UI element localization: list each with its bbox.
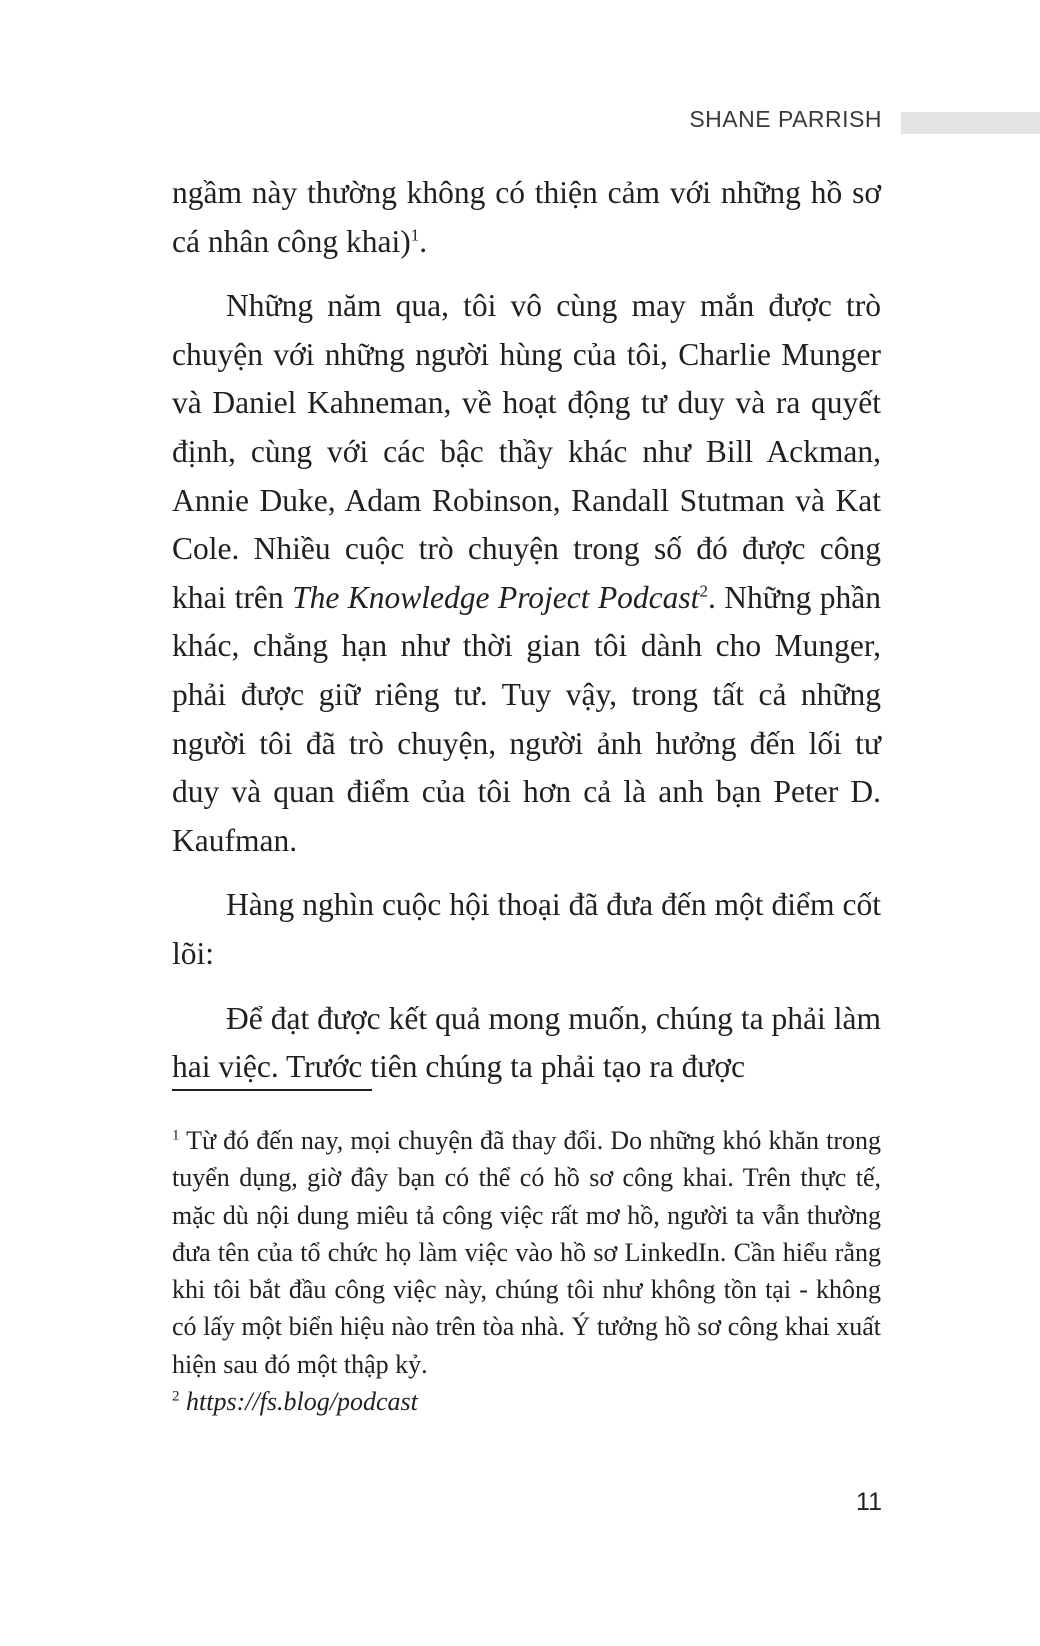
paragraph-continuation: ngầm này thường không có thiện cảm với những hồ sơ cá nhân công khai)$^1$. bbox=[172, 175, 881, 259]
page-number: 11 bbox=[856, 1488, 882, 1516]
body-text bbox=[172, 169, 881, 1108]
podcast-url: https://fs.blog/podcast bbox=[179, 1387, 418, 1417]
footnote-ref-2: 2 bbox=[699, 581, 708, 601]
footnote-divider bbox=[172, 1089, 372, 1091]
footnote-1: $^1$ Từ đó đến nay, mọi chuyện đã thay đổi. Do những khó khăn trong tuyển dụng, giờ đây bạn có thể có hồ sơ công khai. Trên thực tế, mặc dù nội dung miêu tả công việc rất mơ hồ, người ta vẫn thường đưa tên của tổ chức họ làm việc vào hồ sơ LinkedIn. Cần hiểu rằng khi tôi bắt đầu công việc này, chúng tôi như không tồn tại - không có lấy một biển hiệu nào trên tòa nhà. Ý tưởng hồ sơ công khai xuất hiện sau đó một thập kỷ. bbox=[172, 1126, 881, 1379]
footnote-2: $^2$ https://fs.blog/podcast bbox=[172, 1387, 418, 1417]
author-name: SHANE PARRISH bbox=[689, 106, 882, 132]
footnotes bbox=[172, 1122, 881, 1420]
paragraph-mentors: Những năm qua, tôi vô cùng may mắn được trò chuyện với những người hùng của tôi, Charlie Munger và Daniel Kahneman, về hoạt động tư duy và ra quyết định, cùng với các bậc thầy khác như Bill Ackman, Annie Duke, Adam Robinson, Randall Stutman và Kat Cole. Nhiều cuộc trò chuyện trong số đó được công khai trên The Knowledge Project Podcast$^2$. Những phần khác, chẳng hạn như thời gian tôi dành cho Munger, phải được giữ riêng tư. Tuy vậy, trong tất cả những người tôi đã trò chuyện, người ảnh hưởng đến lối tư duy và quan điểm của tôi hơn cả là anh bạn Peter D. Kaufman. bbox=[172, 288, 881, 858]
paragraph-conversations: Hàng nghìn cuộc hội thoại đã đưa đến một điểm cốt lõi: bbox=[172, 887, 881, 971]
header-decorative-bar bbox=[901, 112, 1040, 134]
paragraph-two-things: Để đạt được kết quả mong muốn, chúng ta phải làm hai việc. Trước tiên chúng ta phải tạo ra được bbox=[172, 1000, 881, 1085]
running-header bbox=[0, 100, 1040, 140]
footnote-ref-1: 1 bbox=[410, 225, 420, 245]
podcast-title: The Knowledge Project Podcast bbox=[292, 579, 700, 615]
